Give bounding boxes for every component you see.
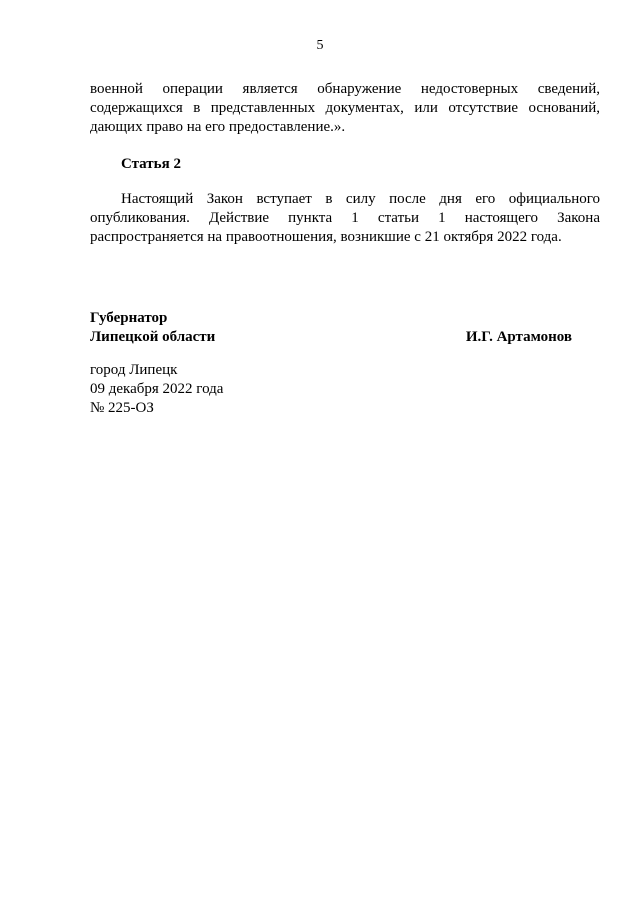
signature-block	[90, 309, 572, 347]
signer-name: И.Г. Артамонов	[465, 329, 572, 345]
document-date: 09 декабря 2022 года	[90, 381, 224, 397]
page-number: 5	[316, 38, 324, 53]
signature-row	[90, 328, 572, 347]
document-meta	[90, 361, 223, 418]
signer-title-line-1: Губернатор	[90, 310, 168, 326]
signer-title-line-2: Липецкой области	[90, 329, 216, 345]
document-body	[90, 80, 600, 247]
document-city: город Липецк	[90, 362, 178, 378]
article-2-text: Настоящий Закон вступает в силу после дня его официального опубликования. Действие пункта 1 статьи 1 настоящего Закона распространяется на правоотношения, возникшие с 21 октября 2022 года.	[90, 191, 600, 245]
document-number: № 225-ОЗ	[90, 400, 154, 416]
article-1-continuation: военной операции является обнаружение недостоверных сведений, содержащихся в представленных документах, или отсутствие оснований, дающих право на его предоставление.».	[90, 81, 600, 135]
article-2-heading: Статья 2	[121, 156, 181, 172]
